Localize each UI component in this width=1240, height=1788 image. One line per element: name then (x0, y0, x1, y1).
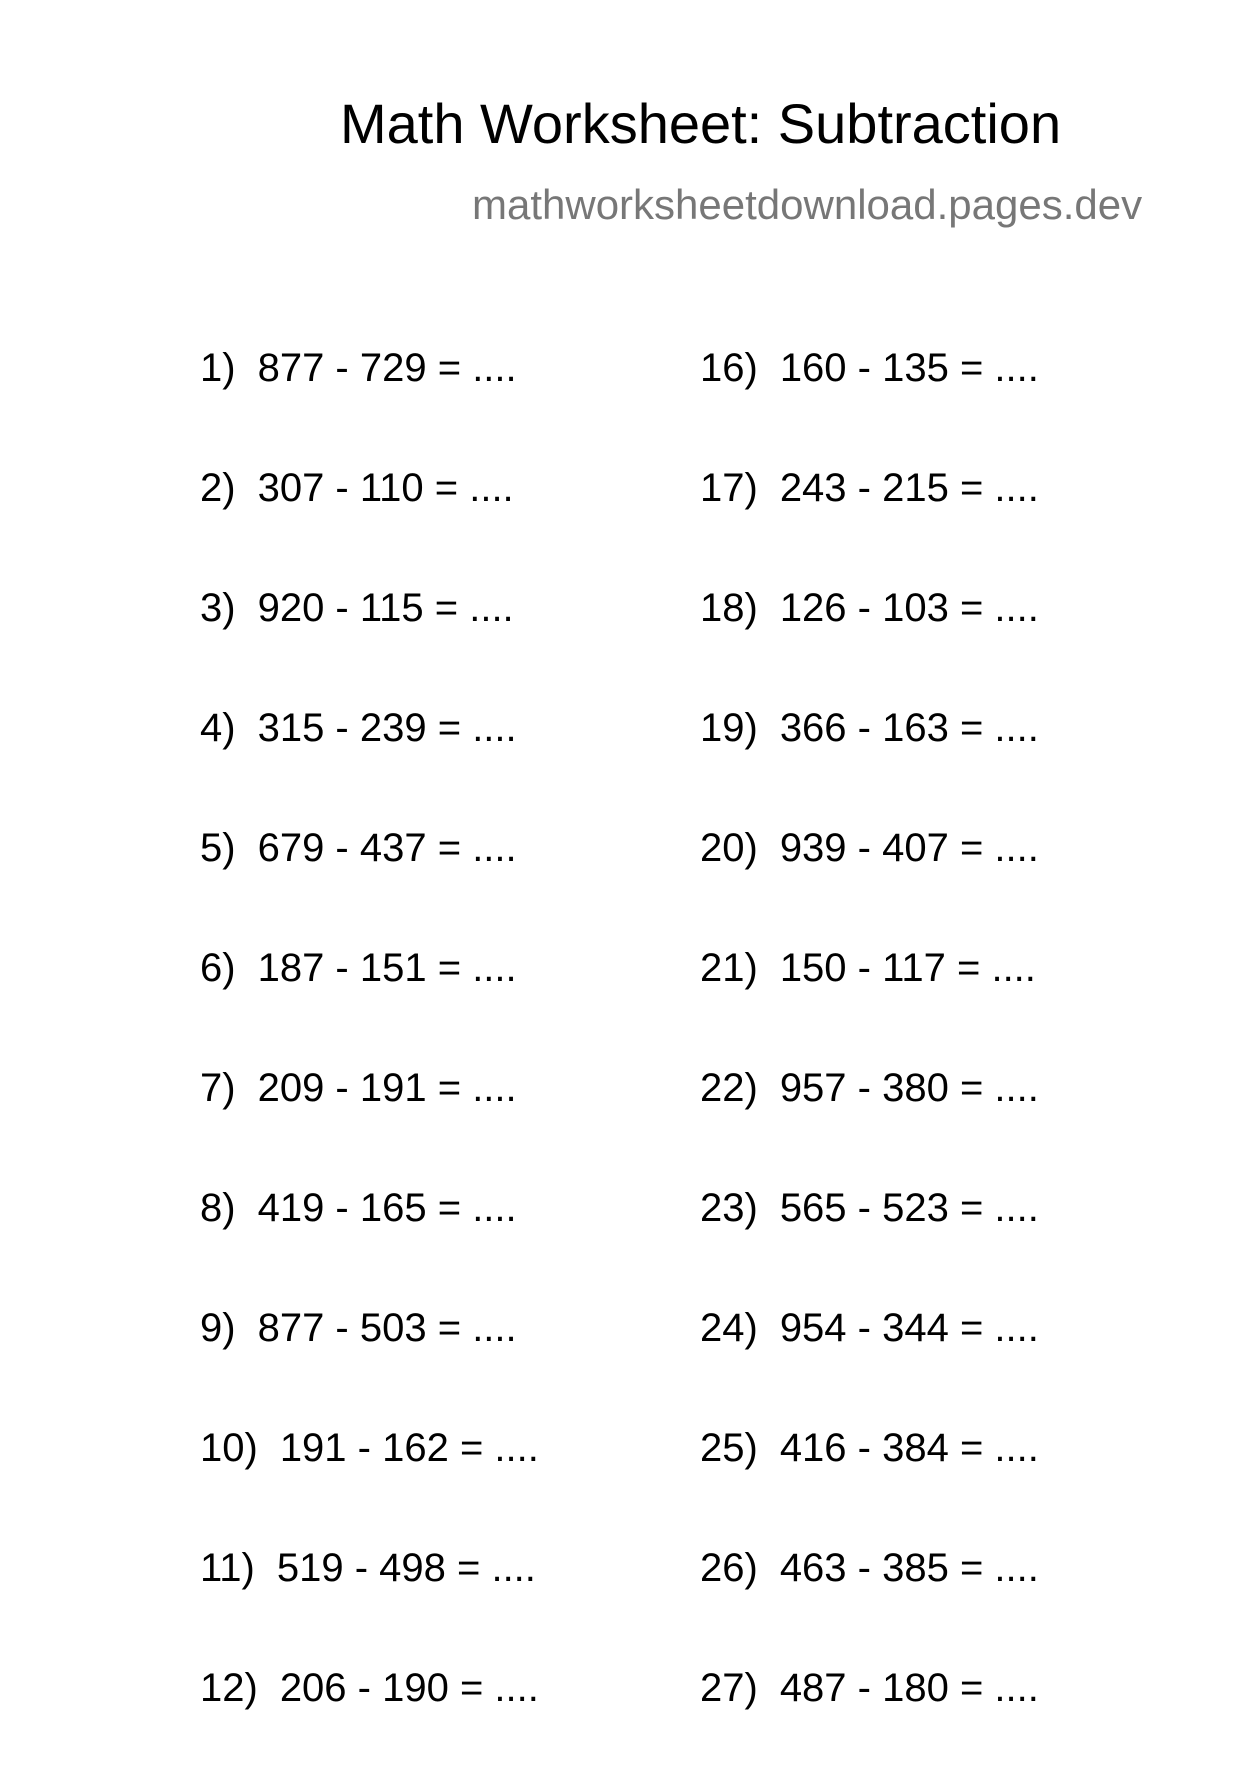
problem-item (700, 1548, 1170, 1668)
problem-number: 21) (700, 946, 758, 990)
problem-number: 23) (700, 1186, 758, 1230)
problem-expression: 416 - 384 = .... (779, 1426, 1039, 1470)
problem-expression: 957 - 380 = .... (779, 1066, 1039, 1110)
problem-item (200, 708, 670, 828)
problem-expression: 920 - 115 = .... (257, 586, 514, 630)
problem-item (700, 1188, 1170, 1308)
problem-item (700, 948, 1170, 1068)
site-url: mathworksheetdownload.pages.dev (472, 181, 1143, 228)
problem-item (200, 1548, 670, 1668)
problem-expression: 939 - 407 = .... (779, 826, 1039, 870)
problem-expression: 487 - 180 = .... (779, 1666, 1039, 1710)
problem-number: 25) (700, 1426, 758, 1470)
problem-item (200, 1428, 670, 1548)
problem-number: 19) (700, 706, 758, 750)
problem-number: 5) (200, 826, 236, 870)
problem-number: 26) (700, 1546, 758, 1590)
problem-expression: 191 - 162 = .... (279, 1426, 539, 1470)
problem-item (200, 588, 670, 708)
problem-number: 4) (200, 706, 236, 750)
problem-number: 20) (700, 826, 758, 870)
problem-expression: 315 - 239 = .... (257, 706, 517, 750)
problem-number: 12) (200, 1666, 258, 1710)
problem-expression: 877 - 503 = .... (257, 1306, 517, 1350)
worksheet-header (0, 0, 1240, 260)
problem-number: 24) (700, 1306, 758, 1350)
problem-number: 6) (200, 946, 236, 990)
problem-number: 27) (700, 1666, 758, 1710)
problem-item (700, 828, 1170, 948)
problem-item (200, 468, 670, 588)
problem-item (700, 348, 1170, 468)
problem-item (200, 828, 670, 948)
problem-item (700, 1428, 1170, 1548)
problem-number: 22) (700, 1066, 758, 1110)
problem-number: 9) (200, 1306, 236, 1350)
problem-column-left (200, 348, 670, 1788)
problem-expression: 243 - 215 = .... (779, 466, 1039, 510)
problem-column-right (700, 348, 1170, 1788)
problem-item (200, 1308, 670, 1428)
problem-item (200, 1188, 670, 1308)
problem-expression: 307 - 110 = .... (257, 466, 514, 510)
problem-expression: 209 - 191 = .... (257, 1066, 517, 1110)
problem-expression: 519 - 498 = .... (276, 1546, 536, 1590)
page-title: Math Worksheet: Subtraction (340, 92, 1062, 155)
problem-item (200, 1068, 670, 1188)
problem-item (700, 468, 1170, 588)
problem-item (200, 1668, 670, 1788)
problem-number: 2) (200, 466, 236, 510)
problem-item (200, 948, 670, 1068)
problem-number: 18) (700, 586, 758, 630)
problem-item (700, 1668, 1170, 1788)
problem-number: 16) (700, 346, 758, 390)
problem-number: 1) (200, 346, 236, 390)
problem-number: 7) (200, 1066, 236, 1110)
problem-number: 8) (200, 1186, 236, 1230)
problem-number: 17) (700, 466, 758, 510)
problem-item (200, 348, 670, 468)
problem-expression: 206 - 190 = .... (279, 1666, 539, 1710)
problem-expression: 954 - 344 = .... (779, 1306, 1039, 1350)
problem-expression: 366 - 163 = .... (779, 706, 1039, 750)
problem-expression: 877 - 729 = .... (257, 346, 517, 390)
problem-expression: 160 - 135 = .... (779, 346, 1039, 390)
problem-item (700, 1308, 1170, 1428)
problem-expression: 679 - 437 = .... (257, 826, 517, 870)
problem-expression: 419 - 165 = .... (257, 1186, 517, 1230)
problem-expression: 150 - 117 = .... (779, 946, 1036, 990)
problem-item (700, 588, 1170, 708)
problem-number: 3) (200, 586, 236, 630)
problem-item (700, 708, 1170, 828)
problem-item (700, 1068, 1170, 1188)
problem-number: 10) (200, 1426, 258, 1470)
problem-expression: 187 - 151 = .... (257, 946, 517, 990)
problem-number: 11) (200, 1546, 255, 1590)
problem-expression: 126 - 103 = .... (779, 586, 1039, 630)
problem-expression: 565 - 523 = .... (779, 1186, 1039, 1230)
problem-expression: 463 - 385 = .... (779, 1546, 1039, 1590)
